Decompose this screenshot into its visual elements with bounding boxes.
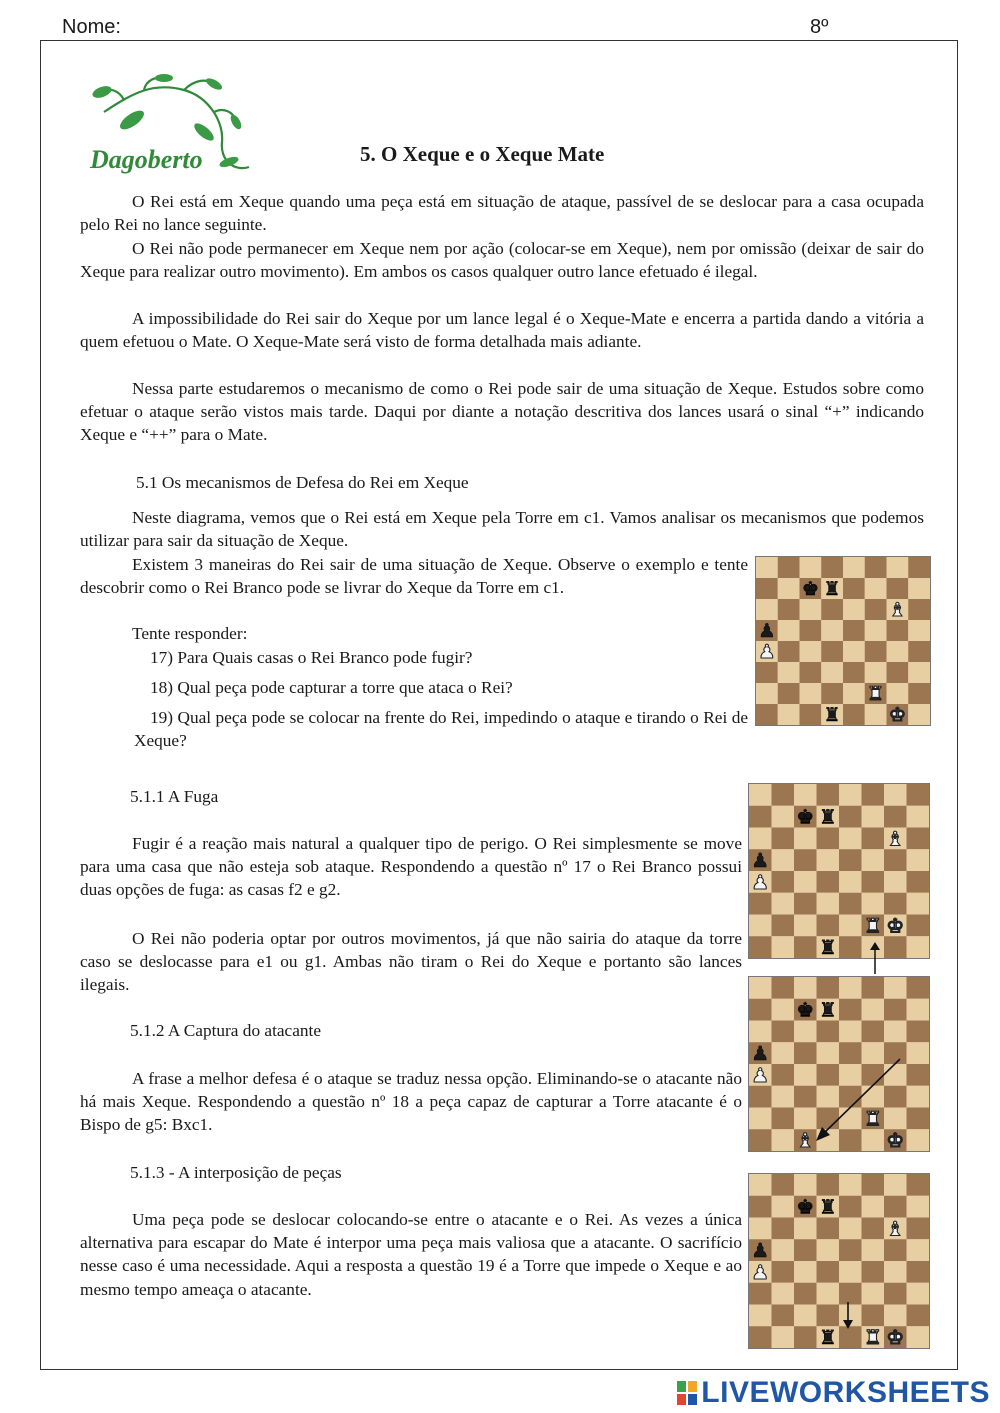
black-rook-icon	[819, 806, 837, 829]
board-square	[907, 1021, 930, 1043]
board-square	[884, 977, 907, 999]
white-pawn-icon	[751, 871, 769, 894]
board-square	[794, 1261, 817, 1283]
board-square	[908, 599, 930, 620]
black-rook-icon	[819, 936, 837, 958]
board-square	[749, 1174, 772, 1196]
board-square	[907, 828, 930, 850]
black-king-icon	[802, 578, 820, 601]
board-square	[772, 1239, 795, 1261]
escape-arrow-icon	[860, 940, 890, 976]
black-king-icon	[796, 999, 814, 1022]
black-pawn-icon	[751, 849, 769, 872]
board-square	[862, 1218, 885, 1240]
board-square	[756, 683, 778, 704]
board-square	[887, 578, 909, 599]
board-square	[862, 828, 885, 850]
liveworksheets-logo-icon	[676, 1380, 698, 1406]
board-square	[843, 704, 865, 725]
board-square	[884, 1196, 907, 1218]
brand-text: LIVEWORKSHEETS	[701, 1376, 990, 1409]
board-square	[794, 849, 817, 871]
board-square	[839, 999, 862, 1021]
board-square	[749, 1326, 772, 1348]
board-square	[817, 1283, 840, 1305]
board-square	[821, 599, 843, 620]
board-square	[839, 1021, 862, 1043]
board-square	[817, 977, 840, 999]
board-square	[887, 641, 909, 662]
board-square	[839, 1261, 862, 1283]
board-square	[865, 641, 887, 662]
logo-text: Dagoberto	[90, 145, 203, 174]
intro-paragraph-3: A impossibilidade do Rei sair do Xeque por um lance legal é o Xeque-Mate e encerra a partida dando a vitória a quem efetuou o Mate. O Xeque-Mate será visto de forma detalhada mais adiante.	[80, 309, 924, 352]
board-square	[817, 1261, 840, 1283]
board-square	[839, 1196, 862, 1218]
white-king-icon	[889, 704, 907, 725]
white-pawn-icon	[758, 641, 776, 664]
board-square	[794, 1283, 817, 1305]
board-square	[778, 641, 800, 662]
grade-label: 8º	[810, 16, 829, 38]
board-square	[887, 557, 909, 578]
board-square	[749, 936, 772, 958]
black-rook-icon	[819, 1196, 837, 1219]
board-square	[907, 1326, 930, 1348]
board-square	[908, 641, 930, 662]
board-square	[778, 578, 800, 599]
board-square	[907, 784, 930, 806]
board-square	[843, 620, 865, 641]
board-square	[821, 662, 843, 683]
capture-arrow-icon	[810, 1055, 910, 1145]
board-square	[772, 849, 795, 871]
board-square	[907, 1261, 930, 1283]
board-square	[772, 1305, 795, 1327]
board-square	[817, 849, 840, 871]
board-square	[800, 641, 822, 662]
board-square	[800, 599, 822, 620]
board-square	[884, 1239, 907, 1261]
section-5-1-paragraph-2: Existem 3 maneiras do Rei sair de uma situação de Xeque. Observe o exemplo e tente descobrir como o Rei Branco pode se livrar do Xeque da Torre em c1.	[80, 555, 748, 598]
board-square	[749, 1086, 772, 1108]
board-square	[839, 849, 862, 871]
board-square	[772, 1326, 795, 1348]
board-square	[749, 1218, 772, 1240]
board-square	[772, 936, 795, 958]
board-square	[843, 599, 865, 620]
white-king-icon	[886, 915, 904, 938]
board-square	[839, 828, 862, 850]
section-5-1-1-paragraph-1: Fugir é a reação mais natural a qualquer tipo de perigo. O Rei simplesmente se move para uma casa que não esteja sob ataque. Respondendo a questão nº 17 o Rei Branco possui duas opções de fuga: as casas f2 e g2.	[80, 834, 742, 900]
board-square	[908, 662, 930, 683]
board-square	[862, 1021, 885, 1043]
question-17: 17) Para Quais casas o Rei Branco pode fugir?	[150, 648, 473, 667]
white-pawn-icon	[751, 1261, 769, 1284]
board-square	[907, 915, 930, 937]
board-square	[772, 806, 795, 828]
question-prompt: Tente responder:	[132, 624, 248, 643]
board-square	[862, 893, 885, 915]
board-square	[839, 936, 862, 958]
board-square	[839, 1174, 862, 1196]
board-square	[772, 784, 795, 806]
board-square	[907, 893, 930, 915]
board-square	[756, 662, 778, 683]
board-square	[907, 806, 930, 828]
section-5-1-2-heading: 5.1.2 A Captura do atacante	[130, 1021, 321, 1040]
board-square	[772, 915, 795, 937]
board-square	[749, 1283, 772, 1305]
board-square	[817, 893, 840, 915]
board-square	[794, 828, 817, 850]
board-square	[756, 599, 778, 620]
board-square	[908, 620, 930, 641]
board-square	[907, 999, 930, 1021]
section-5-1-1-heading: 5.1.1 A Fuga	[130, 787, 219, 806]
board-square	[772, 1108, 795, 1130]
dagoberto-logo	[84, 72, 254, 190]
board-square	[794, 1218, 817, 1240]
question-19: 19) Qual peça pode se colocar na frente do Rei, impedindo o ataque e tirando o Rei de Xeque?	[134, 708, 748, 750]
board-square	[778, 683, 800, 704]
board-square	[862, 999, 885, 1021]
board-square	[907, 849, 930, 871]
board-square	[907, 1174, 930, 1196]
white-pawn-icon	[751, 1064, 769, 1087]
white-bishop-icon	[886, 1218, 904, 1241]
board-square	[800, 557, 822, 578]
section-5-1-heading: 5.1 Os mecanismos de Defesa do Rei em Xeque	[136, 473, 469, 492]
board-square	[907, 1239, 930, 1261]
name-label: Nome:	[62, 16, 121, 38]
board-square	[800, 704, 822, 725]
page-title: 5. O Xeque e o Xeque Mate	[360, 142, 605, 166]
board-square	[839, 977, 862, 999]
board-square	[884, 784, 907, 806]
board-square	[887, 620, 909, 641]
board-square	[817, 1174, 840, 1196]
board-square	[843, 662, 865, 683]
board-square	[772, 1174, 795, 1196]
board-square	[839, 1239, 862, 1261]
intro-paragraph-1: O Rei está em Xeque quando uma peça está em situação de ataque, passível de se deslocar para a casa ocupada pelo Rei no lance seguinte.	[80, 192, 924, 235]
white-rook-icon	[864, 1326, 882, 1348]
board-square	[772, 1021, 795, 1043]
board-square	[800, 683, 822, 704]
board-square	[756, 578, 778, 599]
board-square	[749, 893, 772, 915]
board-square	[749, 828, 772, 850]
white-rook-icon	[867, 683, 885, 706]
board-square	[794, 1326, 817, 1348]
board-square	[794, 915, 817, 937]
board-square	[839, 871, 862, 893]
board-square	[843, 557, 865, 578]
board-square	[843, 683, 865, 704]
board-square	[756, 557, 778, 578]
black-pawn-icon	[758, 620, 776, 643]
board-square	[772, 999, 795, 1021]
board-square	[772, 1129, 795, 1151]
board-square	[907, 1218, 930, 1240]
board-square	[749, 1108, 772, 1130]
board-square	[862, 1239, 885, 1261]
board-square	[749, 999, 772, 1021]
board-square	[865, 599, 887, 620]
section-5-1-paragraph-1: Neste diagrama, vemos que o Rei está em Xeque pela Torre em c1. Vamos analisar os mecanismos que podemos utilizar para sair da situação de Xeque.	[80, 508, 924, 551]
section-5-1-3-heading: 5.1.3 - A interposição de peças	[130, 1163, 342, 1182]
board-square	[908, 557, 930, 578]
board-square	[778, 662, 800, 683]
chess-diagram-fuga	[748, 783, 930, 959]
board-square	[908, 578, 930, 599]
board-square	[817, 871, 840, 893]
board-square	[865, 557, 887, 578]
board-square	[772, 977, 795, 999]
black-pawn-icon	[751, 1239, 769, 1262]
board-square	[772, 893, 795, 915]
board-square	[865, 578, 887, 599]
board-square	[794, 784, 817, 806]
board-square	[908, 704, 930, 725]
white-king-icon	[886, 1326, 904, 1348]
board-square	[884, 1021, 907, 1043]
board-square	[749, 806, 772, 828]
board-square	[907, 871, 930, 893]
board-square	[887, 662, 909, 683]
board-square	[749, 1129, 772, 1151]
board-square	[839, 806, 862, 828]
board-square	[843, 578, 865, 599]
board-square	[821, 620, 843, 641]
board-square	[907, 1196, 930, 1218]
board-square	[772, 1064, 795, 1086]
board-square	[794, 893, 817, 915]
question-18: 18) Qual peça pode capturar a torre que ataca o Rei?	[150, 678, 513, 697]
board-square	[817, 1021, 840, 1043]
board-square	[843, 641, 865, 662]
board-square	[865, 662, 887, 683]
board-square	[817, 1305, 840, 1327]
board-square	[862, 977, 885, 999]
black-rook-icon	[823, 578, 841, 601]
board-square	[884, 1283, 907, 1305]
board-square	[884, 1305, 907, 1327]
interposition-arrow-icon	[838, 1300, 858, 1330]
board-square	[749, 977, 772, 999]
white-rook-icon	[864, 915, 882, 938]
black-rook-icon	[823, 704, 841, 725]
board-square	[862, 1174, 885, 1196]
board-square	[817, 784, 840, 806]
black-rook-icon	[819, 999, 837, 1022]
board-square	[862, 871, 885, 893]
board-square	[839, 915, 862, 937]
section-5-1-3-paragraph-1: Uma peça pode se deslocar colocando-se entre o atacante e o Rei. As vezes a única alternativa para escapar do Mate é interpor uma peça mais valiosa que a atacante. O sacrifício nesse caso é uma necessidade. Aqui a resposta a questão 19 é a Torre que impede o Xeque e ao mesmo tempo ameaça o atacante.	[80, 1210, 742, 1299]
black-rook-icon	[819, 1326, 837, 1348]
liveworksheets-brand	[676, 1377, 990, 1409]
board-square	[907, 936, 930, 958]
board-square	[749, 915, 772, 937]
board-square	[865, 620, 887, 641]
board-square	[862, 849, 885, 871]
board-square	[821, 557, 843, 578]
board-square	[907, 1283, 930, 1305]
section-5-1-2-paragraph-1: A frase a melhor defesa é o ataque se traduz nessa opção. Eliminando-se o atacante não há mais Xeque. Respondendo a questão nº 18 a peça capaz de capturar a Torre atacante é o Bispo de g5: Bxc1.	[80, 1069, 742, 1135]
board-square	[884, 849, 907, 871]
board-square	[862, 1261, 885, 1283]
white-bishop-icon	[889, 599, 907, 622]
board-square	[884, 999, 907, 1021]
board-square	[794, 1239, 817, 1261]
board-square	[865, 704, 887, 725]
board-square	[862, 1196, 885, 1218]
board-square	[862, 806, 885, 828]
board-square	[884, 1261, 907, 1283]
board-square	[772, 1283, 795, 1305]
board-square	[772, 1218, 795, 1240]
board-square	[778, 557, 800, 578]
board-square	[794, 1021, 817, 1043]
board-square	[862, 1305, 885, 1327]
board-square	[772, 1196, 795, 1218]
section-5-1-1-paragraph-2: O Rei não poderia optar por outros movimentos, já que não sairia do ataque da torre caso se deslocasse para e1 ou g1. Ambas não tiram o Rei do Xeque e portanto são lances ilegais.	[80, 929, 742, 995]
board-square	[794, 936, 817, 958]
board-square	[862, 784, 885, 806]
board-square	[862, 1283, 885, 1305]
board-square	[749, 784, 772, 806]
board-square	[884, 871, 907, 893]
black-king-icon	[796, 806, 814, 829]
board-square	[772, 828, 795, 850]
board-square	[794, 1305, 817, 1327]
board-square	[817, 1218, 840, 1240]
intro-paragraph-2: O Rei não pode permanecer em Xeque nem por ação (colocar-se em Xeque), nem por omissão (deixar de sair do Xeque para realizar outro movimento). Em ambos os casos qualquer outro lance efetuado é ilegal.	[80, 239, 924, 282]
board-square	[817, 828, 840, 850]
board-square	[908, 683, 930, 704]
board-square	[794, 1174, 817, 1196]
board-square	[839, 784, 862, 806]
board-square	[907, 977, 930, 999]
board-square	[821, 641, 843, 662]
chess-diagram-initial	[755, 556, 931, 726]
board-square	[778, 599, 800, 620]
board-square	[907, 1305, 930, 1327]
board-square	[800, 620, 822, 641]
board-square	[884, 893, 907, 915]
board-square	[756, 704, 778, 725]
board-square	[839, 893, 862, 915]
student-header	[0, 0, 1000, 44]
board-square	[772, 1261, 795, 1283]
board-square	[794, 871, 817, 893]
board-square	[821, 683, 843, 704]
board-square	[800, 662, 822, 683]
board-square	[817, 915, 840, 937]
board-square	[778, 620, 800, 641]
board-square	[749, 1305, 772, 1327]
board-square	[772, 1042, 795, 1064]
board-square	[839, 1218, 862, 1240]
board-square	[884, 1174, 907, 1196]
board-square	[778, 704, 800, 725]
board-square	[772, 871, 795, 893]
white-bishop-icon	[886, 828, 904, 851]
board-square	[749, 1021, 772, 1043]
black-king-icon	[796, 1196, 814, 1219]
board-square	[884, 806, 907, 828]
intro-paragraph-4: Nessa parte estudaremos o mecanismo de como o Rei pode sair de uma situação de Xeque. Estudos sobre como efetuar o ataque serão vistos mais tarde. Daqui por diante a notação descritiva dos lances usará o sinal “+” indicando Xeque e “++” para o Mate.	[80, 379, 924, 445]
board-square	[817, 1239, 840, 1261]
black-pawn-icon	[751, 1042, 769, 1065]
board-square	[887, 683, 909, 704]
board-square	[794, 977, 817, 999]
board-square	[772, 1086, 795, 1108]
board-square	[749, 1196, 772, 1218]
